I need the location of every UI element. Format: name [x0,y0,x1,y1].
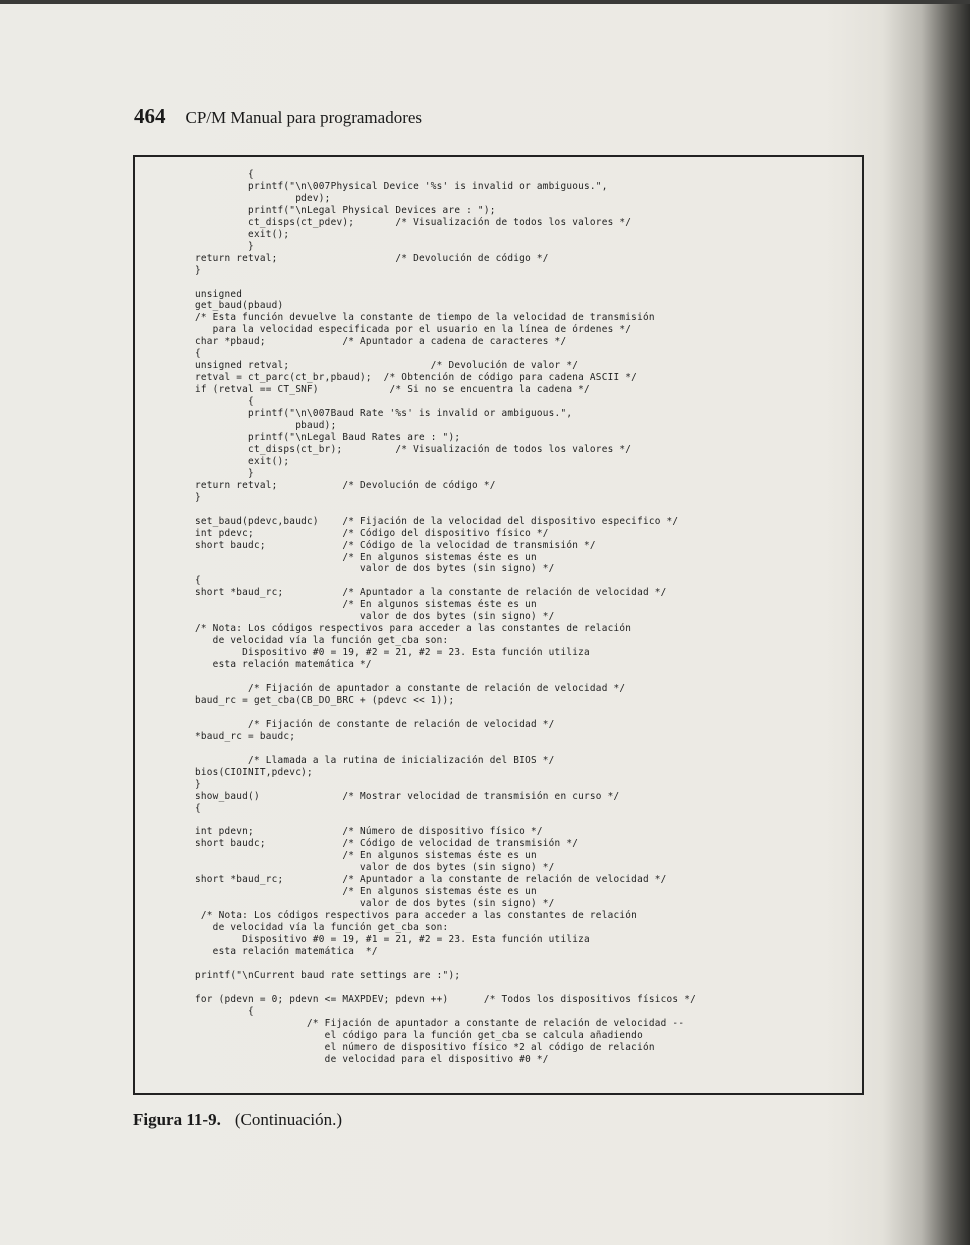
code-line: show_baud() /* Mostrar velocidad de transmisión en curso */ [195,790,620,802]
code-line: return retval; /* Devolución de código */ [195,479,496,491]
code-line: retval = ct_parc(ct_br,pbaud); /* Obtención de código para cadena ASCII */ [195,372,638,384]
code-line: valor de dos bytes (sin signo) */ [195,862,555,874]
code-line: /* En algunos sistemas éste es un [195,551,537,563]
code-line: { [195,1005,254,1017]
code-line: /* Fijación de apuntador a constante de relación de velocidad -- [195,1017,685,1029]
code-line: bios(CIOINIT,pdevc); [195,766,313,778]
code-line: /* Esta función devuelve la constante de tiempo de la velocidad de transmisión [195,312,655,324]
code-line: if (retval == CT_SNF) /* Si no se encuentra la cadena */ [195,384,590,396]
code-line: /* En algunos sistemas éste es un [195,850,537,862]
code-line: int pdevn; /* Número de dispositivo físico */ [195,826,543,838]
page-top-edge [0,0,970,4]
code-line: printf("\nLegal Baud Rates are : "); [195,431,461,443]
caption-label: Figura 11-9. [133,1110,221,1129]
code-line: *baud_rc = baudc; [195,730,296,742]
code-line: valor de dos bytes (sin signo) */ [195,563,555,575]
code-line: } [195,264,201,276]
code-line: de velocidad para el dispositivo #0 */ [195,1053,549,1065]
code-line: short *baud_rc; /* Apuntador a la constante de relación de velocidad */ [195,587,667,599]
code-line: { [195,348,201,360]
code-listing-frame [133,155,864,1095]
code-line: { [195,802,201,814]
running-title: CP/M Manual para programadores [185,108,423,127]
code-line: el número de dispositivo físico *2 al código de relación [195,1041,655,1053]
code-line: set_baud(pdevc,baudc) /* Fijación de la velocidad del dispositivo especifico */ [195,515,679,527]
code-line: printf("\n\007Baud Rate '%s' is invalid or ambiguous.", [195,408,573,420]
code-line: char *pbaud; /* Apuntador a cadena de caracteres */ [195,336,567,348]
code-line: /* Llamada a la rutina de inicialización del BIOS */ [195,754,555,766]
code-line: } [195,240,254,252]
code-line: /* Nota: Los códigos respectivos para acceder a las constantes de relación [195,910,638,922]
code-line: exit(); [195,455,290,467]
code-line: esta relación matemática */ [195,945,378,957]
code-line: exit(); [195,228,290,240]
code-line: /* Nota: Los códigos respectivos para acceder a las constantes de relación [195,623,632,635]
figure-caption [133,1110,342,1130]
code-line: de velocidad vía la función get_cba son: [195,635,449,647]
code-line: printf("\nLegal Physical Devices are : "); [195,204,496,216]
code-line: valor de dos bytes (sin signo) */ [195,898,555,910]
code-line: valor de dos bytes (sin signo) */ [195,611,555,623]
code-line: printf("\nCurrent baud rate settings are :"); [195,969,461,981]
code-line: return retval; /* Devolución de código */ [195,252,549,264]
code-line: } [195,467,254,479]
code-line: de velocidad vía la función get_cba son: [195,922,449,934]
code-line: unsigned retval; /* Devolución de valor */ [195,360,579,372]
code-line: short *baud_rc; /* Apuntador a la constante de relación de velocidad */ [195,874,667,886]
code-line: ct_disps(ct_pdev); /* Visualización de todos los valores */ [195,216,632,228]
code-line: } [195,778,201,790]
code-line: unsigned [195,288,243,300]
code-line: { [195,575,201,587]
code-line: baud_rc = get_cba(CB_DO_BRC + (pdevc << 1)); [195,694,455,706]
caption-text: (Continuación.) [234,1110,343,1129]
code-line: esta relación matemática */ [195,659,372,671]
code-listing [195,169,696,1065]
code-line: Dispositivo #0 = 19, #2 = 21, #2 = 23. Esta función utiliza [195,647,590,659]
page-header [134,104,422,132]
code-line: /* En algunos sistemas éste es un [195,886,537,898]
code-line: pdev); [195,192,331,204]
page-number: 464 [134,104,166,128]
code-line: { [195,396,254,408]
code-line: /* En algunos sistemas éste es un [195,599,537,611]
code-line: para la velocidad especificada por el usuario en la línea de órdenes */ [195,324,632,336]
code-line: Dispositivo #0 = 19, #1 = 21, #2 = 23. Esta función utiliza [195,934,590,945]
code-line: get_baud(pbaud) [195,300,284,312]
code-line: ct_disps(ct_br); /* Visualización de todos los valores */ [195,443,632,455]
code-line: short baudc; /* Código de velocidad de transmisión */ [195,838,579,850]
code-line: int pdevc; /* Código del dispositivo físico */ [195,527,549,539]
code-line: el código para la función get_cba se calcula añadiendo [195,1029,643,1041]
code-line: for (pdevn = 0; pdevn <= MAXPDEV; pdevn ++) /* Todos los dispositivos físicos */ [195,993,697,1005]
code-line: short baudc; /* Código de la velocidad de transmisión */ [195,539,596,551]
code-line: printf("\n\007Physical Device '%s' is invalid or ambiguous.", [195,180,608,192]
code-line: pbaud); [195,420,337,432]
code-line: { [195,169,254,180]
code-line: /* Fijación de apuntador a constante de relación de velocidad */ [195,682,626,694]
code-line: } [195,491,201,503]
code-line: /* Fijación de constante de relación de velocidad */ [195,718,555,730]
